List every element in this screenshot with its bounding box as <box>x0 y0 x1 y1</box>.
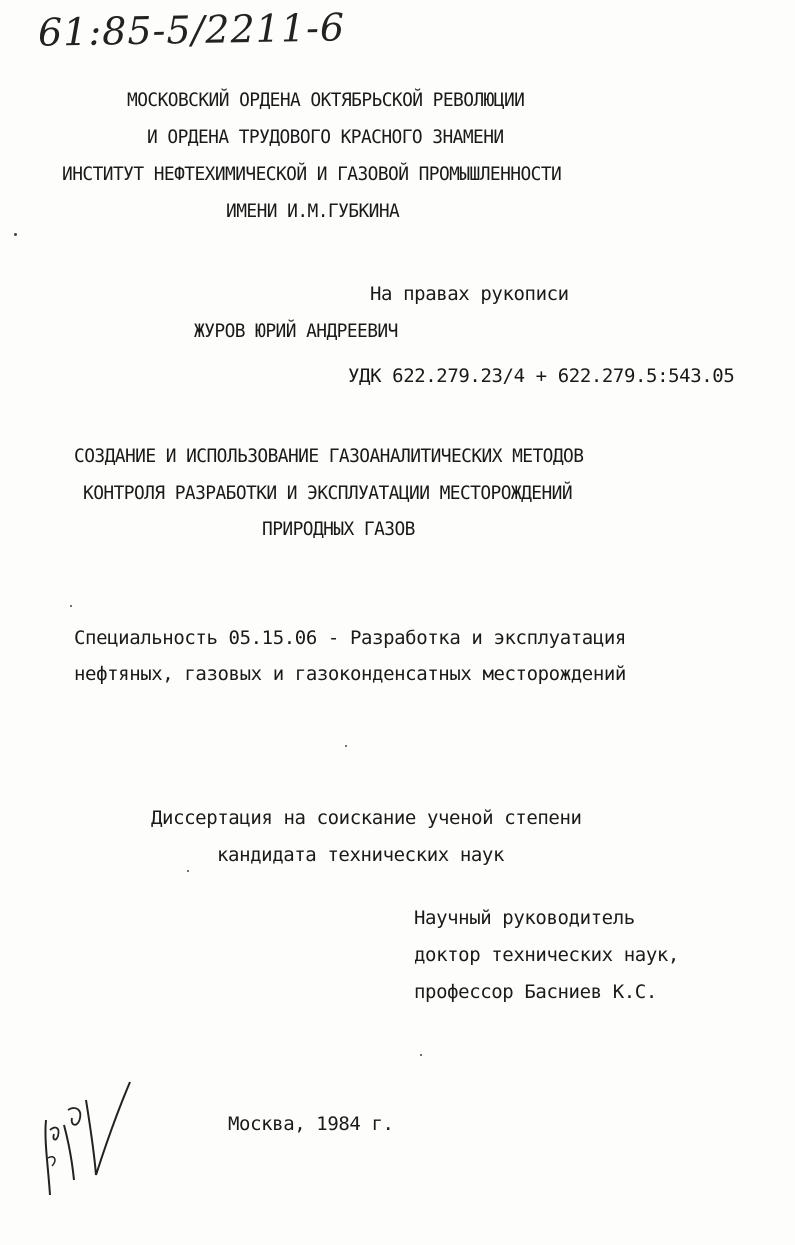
scan-speck <box>420 1054 422 1056</box>
place-and-year: Москва, 1984 г. <box>228 1113 394 1135</box>
institution-line-2: И ОРДЕНА ТРУДОВОГО КРАСНОГО ЗНАМЕНИ <box>147 126 504 148</box>
title-line-3: ПРИРОДНЫХ ГАЗОВ <box>262 518 415 540</box>
scan-speck <box>187 870 189 872</box>
institution-line-4: ИМЕНИ И.М.ГУБКИНА <box>226 200 400 222</box>
handwritten-signature <box>38 1080 138 1200</box>
supervisor-line-3: профессор Басниев К.С. <box>414 981 657 1003</box>
scan-speck <box>70 605 72 607</box>
scan-speck <box>345 745 347 747</box>
specialty-line-2: нефтяных, газовых и газоконденсатных месторождений <box>74 663 626 685</box>
specialty-line-1: Специальность 05.15.06 - Разработка и эксплуатация <box>74 627 626 649</box>
institution-line-1: МОСКОВСКИЙ ОРДЕНА ОКТЯБРЬСКОЙ РЕВОЛЮЦИИ <box>127 89 525 111</box>
scan-speck <box>14 233 17 236</box>
title-line-2: КОНТРОЛЯ РАЗРАБОТКИ И ЭКСПЛУАТАЦИИ МЕСТОРОЖДЕНИЙ <box>83 482 573 504</box>
degree-line-2: кандидата технических наук <box>217 844 505 866</box>
supervisor-line-2: доктор технических наук, <box>414 944 679 966</box>
manuscript-rights: На правах рукописи <box>370 283 569 305</box>
author-name: ЖУРОВ ЮРИЙ АНДРЕЕВИЧ <box>194 320 398 342</box>
catalog-code-handwritten: 61:85-5/2211-6 <box>37 5 346 55</box>
title-line-1: СОЗДАНИЕ И ИСПОЛЬЗОВАНИЕ ГАЗОАНАЛИТИЧЕСКИХ МЕТОДОВ <box>74 445 584 467</box>
degree-line-1: Диссертация на соискание ученой степени <box>151 807 582 829</box>
udc-code: УДК 622.279.23/4 + 622.279.5:543.05 <box>348 365 735 387</box>
supervisor-line-1: Научный руководитель <box>414 907 635 929</box>
institution-line-3: ИНСТИТУТ НЕФТЕХИМИЧЕСКОЙ И ГАЗОВОЙ ПРОМЫШЛЕННОСТИ <box>62 163 562 185</box>
